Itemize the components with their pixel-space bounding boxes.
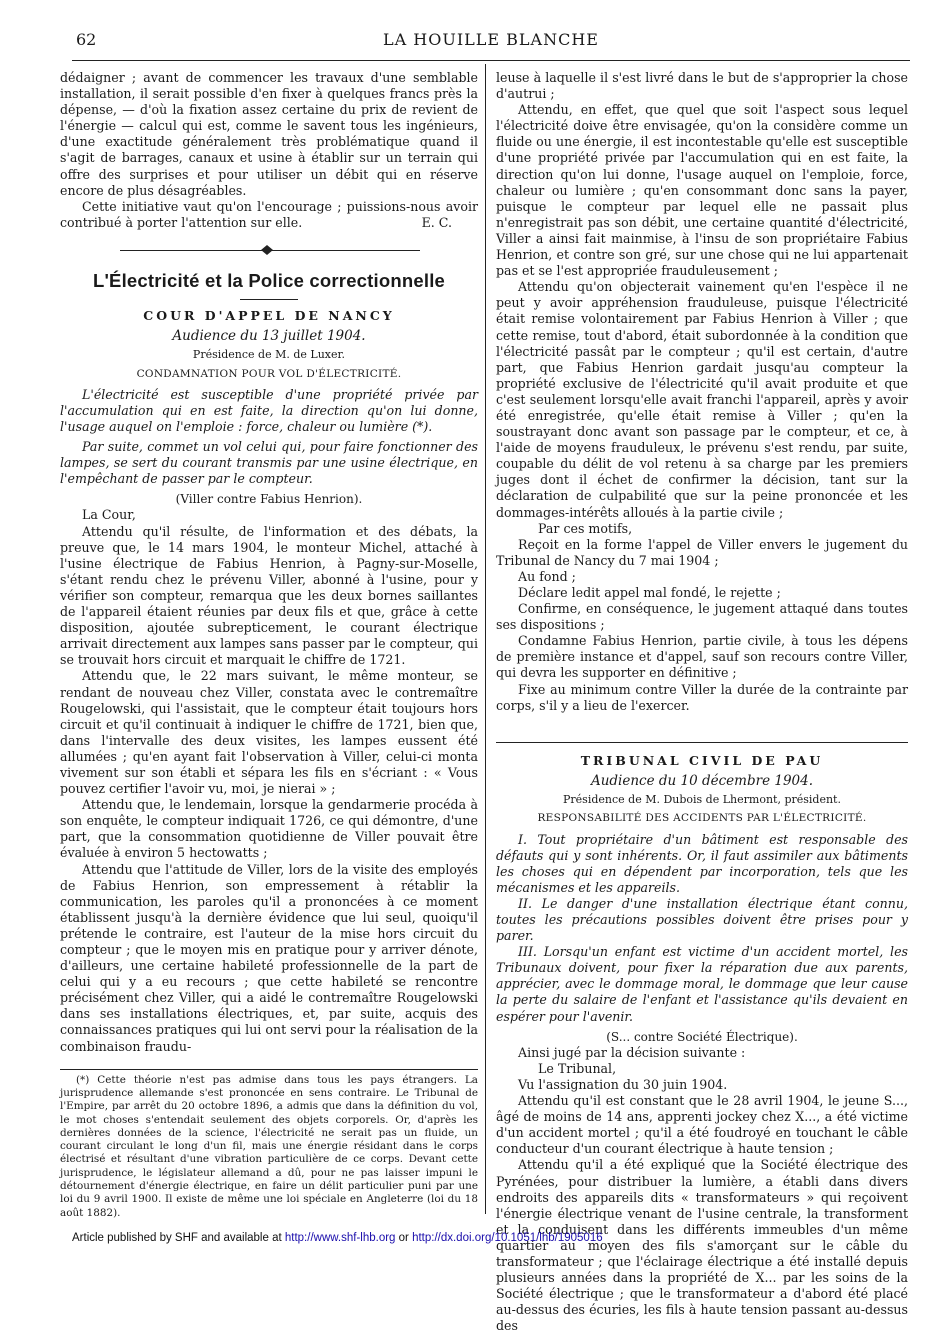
paragraph: Fixe au minimum contre Viller la durée de la contrainte par corps, s'il y a lieu de l'exercer. [496,681,908,713]
court-name: TRIBUNAL CIVIL DE PAU [580,752,824,768]
paragraph: Attendu que, le lendemain, lorsque la gendarmerie procéda à son enquête, le compteur indiquait 1726, ce qui démontre, d'une part, que la consommation quotidienne de Viller pouvait être évaluée à environ 5 hectowatts ; [60,797,478,861]
summary-point: III. Lorsqu'un enfant est victime d'un accident mortel, les Tribunaux doivent, pour fixer la réparation due aux parents, apprécier, avec le dommage moral, le dommage que leur cause la perte du salaire de l'enfant et l'assistance qu'ils devaient en espérer pour l'avenir. [496,944,908,1024]
column-divider [485,64,486,1214]
paragraph: dédaigner ; avant de commencer les travaux d'une semblable installation, il serait possible d'en fixer à quelques francs près la dépense, — d'où la fixation assez certaine du prix de revient de l'énergie — calcul qui est, comme le savent tous les ingénieurs, d'une exactitude généralement très problématique quand il s'agit de barrages, canaux et usine à établir sur un terrain qui offre des surprises et pour utiliser un débit qui en réserve encore de plus désagréables. [60,70,478,198]
diamond-ornament-icon [261,245,273,255]
section-ornament [60,245,478,257]
shf-link[interactable]: http://www.shf-lhb.org [284,1232,396,1244]
paragraph: Vu l'assignation du 30 juin 1904. [518,1076,728,1092]
paragraph: Ainsi jugé par la décision suivante : [518,1044,746,1060]
footer-or: or [395,1232,413,1244]
presidence: Présidence de M. Dubois de Lhermont, président. [563,792,841,806]
case-subject: RESPONSABILITÉ DES ACCIDENTS PAR L'ÉLECTRICITÉ. [537,812,867,825]
header-rule [72,60,910,61]
right-column [496,70,908,1334]
footer-text: Article published by SHF and available at [72,1232,285,1244]
left-column [60,70,478,1220]
page-header [72,26,910,56]
presidence: Présidence de M. de Luxer. [192,348,346,362]
page-number: 62 [76,30,97,49]
hearing-date: Audience du 10 décembre 1904. [590,772,814,789]
paragraph: Reçoit en la forme l'appel de Viller envers le jugement du Tribunal de Nancy du 7 mai 1904 ; [496,536,908,568]
hearing-date: Audience du 13 juillet 1904. [172,328,366,345]
paragraph: Attendu que, le 22 mars suivant, le même monteur, se rendant de nouveau chez Viller, constata avec le contremaître Rougelowski, qui l'assistait, que le compteur était toujours hors circuit et qu'il continuait à indiquer le chiffre de 1721, bien que, dans l'intervalle des deux visites, les lampes eussent été allumées ; qu'en ayant fait l'observation à Viller, celui-ci monta vivement sur son établi et sépara les fils en s'écriant : « Vous pouvez certifier l'avoir vu, moi, je nierai » ; [60,668,478,797]
footnote: (*) Cette théorie n'est pas admise dans tous les pays étrangers. La jurisprudence allemande s'est prononcée en sens contraire. Le Tribunal de l'Empire, par arrêt du 20 octobre 1896, a admis que dans la définition du vol, le mot choses s'entendait seulement des objets corporels. Or, d'après les dernières données de la science, l'électricité ne serait pas un fluide, un courant circulant le long d'un fil, mais une énergie résidant dans le corps électrisé et résultant d'une vibration particulière de ce corps. Devant cette jurisprudence, le législateur allemand a dû, pour ne pas laisser impuni le détournement d'énergie électrique, en faire un délit particulier puni par une loi du 9 avril 1900. Il existe de même une loi spéciale en Angleterre (loi du 18 août 1882). [60,1073,478,1219]
case-subject: CONDAMNATION POUR VOL D'ÉLECTRICITÉ. [136,367,402,380]
article-title: L'Électricité et la Police correctionnelle [92,269,446,291]
author-signature: E. C. [421,214,452,230]
section-rule [496,742,908,743]
journal-title: LA HOUILLE BLANCHE [383,30,599,49]
court-opening: La Cour, [82,507,136,523]
paragraph: Attendu qu'on objecterait vainement qu'en l'espèce il ne peut y avoir appréhension frauduleuse, puisque l'électricité était remise volontairement par Fabius Henrion à Viller ; que cette remise, tout d'abord, était subordonnée à la condition que l'électricité passât par le compteur ; qu'il est certain, d'autre part, que Fabius Henrion gardait jusqu'au compteur la propriété exclusive de l'électricité qu'il avait produite et que c'est seulement lorsqu'elle avait franchi l'appareil, après y avoir été enregistrée, qu'elle était remise à Viller ; qu'en la soustrayant donc avant son passage par le compteur, et ce, à l'aide de moyens frauduleux, le prévenu s'est rendu, par suite, coupable du délit de vol retenu à sa charge par les premiers juges dont il échet de confirmer la décision, tant sur la déclaration de culpabilité que sur la peine prononcée et les dommages-intérêts alloués à la partie civile ; [496,279,908,520]
paragraph: Par ces motifs, [538,520,633,536]
case-parties: (Viller contre Fabius Henrion). [175,492,363,507]
doi-link[interactable]: http://dx.doi.org/10.1051/lhb/1905016 [412,1232,603,1244]
summary-point: L'électricité est susceptible d'une propriété privée par l'accumulation qui en est faite, la direction qu'on lui donne, l'usage auquel on l'emploie : force, chaleur ou lumière (*). [60,386,478,434]
paragraph: Le Tribunal, [538,1060,617,1076]
paragraph: Au fond ; [518,568,576,584]
paragraph [60,199,478,231]
summary-point: Par suite, commet un vol celui qui, pour faire fonctionner des lampes, se sert du courant transmis par une usine électrique, en l'empêchant de passer par le compteur. [60,439,478,487]
paragraph: Déclare ledit appel mal fondé, le rejette ; [518,585,781,600]
paragraph: Attendu, en effet, que quel que soit l'aspect sous lequel l'électricité doive être envisagée, qu'on la considère comme un fluide ou une énergie, il est incontestable qu'elle est susceptible d'une propriété privée par l'accumulation qui en est faite, la direction qu'on lui donne, l'usage auquel on l'emploie, force, chaleur ou lumière ; qu'en consommant donc sans la payer, puisque le compteur par lequel elle ne passait plus n'enregistrait pas son débit, une certaine quantité d'électricité, Viller a ainsi fait mainmise, à l'insu de son propriétaire Fabius Henrion, et contre son gré, sur une chose qui ne lui appartenait pas et se l'est appropriée frauduleusement ; [496,102,908,279]
paragraph: Attendu que l'attitude de Viller, lors de la visite des employés de Fabius Henrion, son empressement à rétablir la communication, les paroles qu'il a prononcées à ce moment établissent jusqu'à la dernière évidence que lui seul, quoiqu'il prétende le contraire, est l'auteur de la mise hors circuit du compteur ; que le moyen mis en pratique pour y arriver dénote, d'ailleurs, une certaine habileté professionnelle de la part de celui qui y a eu recours ; que cette habileté se rencontre précisément chez Viller, qui a aidé le contremaître Rougelowski dans ses installations électriques, et, par suite, acquis des connaissances pratiques qui lui ont servi pour la réalisation de la combinaison fraudu- [60,861,478,1054]
paragraph: Attendu qu'il résulte, de l'information et des débats, la preuve que, le 14 mars 1904, le monteur Michel, attaché à l'usine électrique de Fabius Henrion, à Pagny-sur-Moselle, s'étant rendu chez le prévenu Viller, abonné à l'usine, pour y vérifier son compteur, remarqua que les deux bornes saillantes de l'appareil étaient réunies par deux fils et que, grâce à cette disposition, ajoutée subrepticement, le courant électrique arrivait directement aux lampes sans passer par le compteur, qui se trouvait hors circuit et marquait le chiffre de 1721. [60,523,478,668]
paragraph-text: Cette initiative vaut qu'on l'encourage ; puissions-nous avoir contribué à porter l'attention sur elle. [60,198,478,230]
court-name: COUR D'APPEL DE NANCY [143,308,395,324]
paragraph: Confirme, en conséquence, le jugement attaqué dans toutes ses dispositions ; [496,601,908,633]
paragraph: Condamne Fabius Henrion, partie civile, à tous les dépens de première instance et d'appel, sauf son recours contre Viller, qui devra les supporter en définitive ; [496,633,908,681]
summary-point: I. Tout propriétaire d'un bâtiment est responsable des défauts qui y sont inhérents. Or, il faut assimiler aux bâtiments les choses qui en dépendent par incorporation, tels que les mécanismes et les appareils. [496,831,908,895]
summary-point: II. Le danger d'une installation électrique étant connu, toutes les précautions possibles doivent être prises pour y parer. [496,895,908,944]
publisher-footer [72,1232,603,1244]
footnote-rule [60,1069,478,1070]
case-parties: (S... contre Société Électrique). [606,1029,798,1044]
paragraph: leuse à laquelle il s'est livré dans le but de s'approprier la chose d'autrui ; [496,70,908,102]
paragraph: Attendu qu'il est constant que le 28 avril 1904, le jeune S..., âgé de moins de 14 ans, apprenti jockey chez X..., a été victime d'un accident mortel ; qu'il a été foudroyé en touchant le câble conducteur d'un courant électrique à haute tension ; [496,1093,908,1157]
title-rule [240,299,298,300]
paragraph: Attendu qu'il a été expliqué que la Société électrique des Pyrénées, pour distribuer la lumière, a établi dans divers endroits des appareils dits « transformateurs » qui reçoivent l'énergie électrique venant de l'usine centrale, la transforment et la conduisent dans les différents immeubles d'un même quartier au moyen des fils s'amorçant sur le câble du transformateur ; que l'éclairage électrique a été installé depuis plusieurs années dans la propriété de X... par les soins de la Société électrique ; que le transformateur a d'abord été placé au-dessus des écuries, les fils à haute tension passant au-dessus des [496,1157,908,1334]
